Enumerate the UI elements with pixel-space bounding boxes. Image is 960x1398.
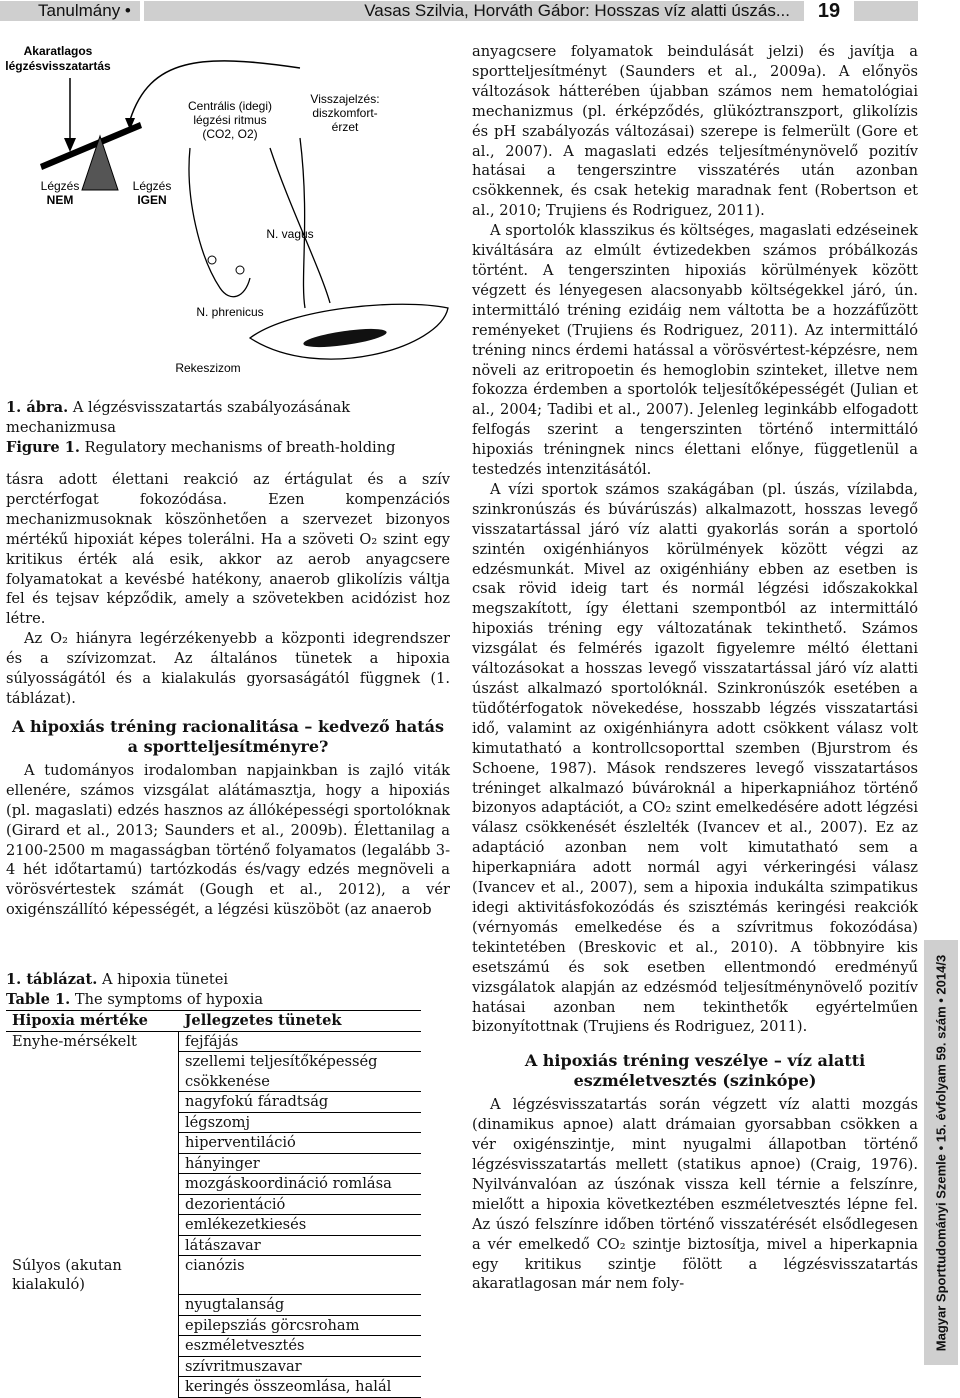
severity-cell — [6, 1174, 179, 1195]
symptom-cell: szellemi teljesítőképesség csökkenése — [179, 1052, 422, 1092]
nerve-node — [208, 256, 216, 264]
journal-sidebar — [924, 940, 958, 1365]
table-row — [6, 1256, 421, 1295]
table-row — [6, 1092, 421, 1113]
label-phrenicus: N. phrenicus — [196, 305, 264, 319]
fig-num-hu: 1. ábra. — [6, 399, 69, 416]
section-heading: A hipoxiás tréning racionalitása – kedvező hatás a sportteljesítményre? — [12, 716, 444, 756]
table-row — [6, 1356, 421, 1377]
label-central-3: (CO2, O2) — [202, 127, 258, 141]
fig-caption-en: Regulatory mechanisms of breath-holding — [84, 438, 396, 456]
severity-cell — [6, 1194, 179, 1215]
nerve-node — [236, 266, 244, 274]
table-row — [6, 1133, 421, 1154]
symptom-cell: keringés összeomlása, halál — [179, 1377, 422, 1398]
label-feedback-1: Visszajelzés: — [310, 92, 380, 106]
table-row — [6, 1215, 421, 1236]
figure-caption — [6, 398, 450, 458]
journal-name: Magyar Sporttudományi Szemle • 15. évfolyam 59. szám • 2014/3 — [933, 954, 949, 1351]
table-header: Jellegzetes tünetek — [179, 1011, 422, 1032]
label-breath-hold-line1: Akaratlagos — [23, 44, 93, 58]
paragraph: A légzésvisszatartás során végzett víz alatti mozgás (dinamikus apnoe) alatt drámaian gyorsabban csökken a vér oxigénszintje, mint nyugalmi állapotban történő légzésvisszatartás mellett (statikus apnoe) (Craig, 1976). Nyilvánvalóan az úszónak vissza kell térnie a felszínre, mielőtt a hipoxia következtében eszméletvesztés lépne fel. Az úszó felszínre időben történő visszatérését elsődlegesen a vér emelkedő CO₂ szintje biztosítja, mivel a hiperkapnia egy kritikus szintje fölött a légzésvisszatartás akaratlagosan már nem foly- — [472, 1096, 918, 1293]
symptom-cell: epilepsziás görcsroham — [179, 1315, 422, 1336]
symptom-cell: légszomj — [179, 1112, 422, 1133]
paragraph: anyagcsere folyamatok beindulását jelzi) és javítja a sportteljesítményt (Saunders et al., 2009a). A előnyös változások hátterében újabban számos nem hematológiai mechanizmus (pl. érképződés, glükóztranszport, glikolízis és pH szabályozás változásai) szerepe is felmerült (Gore et al., 2007). A magaslati edzés teljesítménynövelő pozitív hatásai a tengerszintre visszatérés után azonban csökkennek, és csak hetekig maradnak fent (Robertson et al., 2010; Trujiens és Rodriguez, 2011). — [472, 43, 918, 220]
severity-cell: Enyhe-mérsékelt — [12, 1032, 137, 1050]
severity-cell — [6, 1295, 179, 1316]
paragraph: tásra adott élettani reakció az értágulat és a szív perctérfogat fokozódása. Ezen kompenzációs mechanizmusoknak köszönhetően a szervezet bizonyos mértékű hipoxiát képes tolerálni. Ha a szöveti O₂ szint egy kritikus érték alá esik, akkor az aerob anyagcsere folyamatokat a kevésbé hatékony, anaerob glikolízis váltja fel és tejsav képződik, amely a szövetekben acidózist hoz létre. — [6, 471, 450, 628]
table-caption-hu: A hipoxia tünetei — [101, 971, 229, 988]
breath-hold-diagram — [0, 38, 455, 383]
symptoms-table — [6, 1010, 421, 1398]
severity-cell — [6, 1133, 179, 1154]
header-section: Tanulmány • — [0, 1, 140, 21]
table-row — [6, 1153, 421, 1174]
symptom-cell: eszméletvesztés — [179, 1336, 422, 1357]
label-no-breath-2: NEM — [46, 193, 74, 207]
severity-cell: Súlyos (akutan kialakuló) — [12, 1256, 122, 1293]
header-bar-end — [854, 1, 918, 21]
table-row — [6, 1235, 421, 1256]
table-num-en: Table 1. — [6, 990, 71, 1008]
paragraph: A vízi sportok számos szakágában (pl. úszás, vízilabda, szinkronúszás és búvárúszás) alkalmazott, hosszas levegő visszatartással járó víz alatti gyakorlás során a sportoló szintén oxigénhiányos körülmények között végzi az edzésmunkát. Mivel az oxigénhiány ebben az esetben is csak rövid ideig tart és normál légzési időszakokkal megszakított, így élettani szempontból az intermittáló hipoxiás tréning egy változatának tekinthető. Számos vizsgálat és felmérés igazolt figyelemre méltó élettani változásokat a hosszas levegő visszatartással járó víz alatti úszást alkalmazó sportolóknál. Szinkronúszók esetében a tüdőtérfogatok növekedése, hosszabb légzés visszatartási idő, valamint az oxigénhiányra adott csökkent válasz volt kimutatható a kontrollcsoporttal szemben (Bjurstrom és Schoene, 1987). Mások rendszeres levegő visszatartásos tréninget alkalmazó búvároknál a hiperkapniához történő bizonyos adaptációt, a CO₂ szint emelkedésére adott légzési válasz csökkenését észlelték (Ivancev et al., 2007). Ez az adaptáció azonban nem volt kimutatható sem a hiperkapniára adott normál agyi vérkeringési válasz (Ivancev et al., 2007), sem a hipoxia indukálta szimpatikus idegi aktivitásfokozódás és szisztémás keringési reakciók (vérnyomás emelkedése és a szívritmus fokozódása) tekintetében (Breskovic et al., 2010). A többnyire kis esetszámú és sok esetben ellentmondó eredményű vizsgálatok alapján az edzésmód teljesítménynövelő pozitív hatásai azonban nem tekinthetők egyértelműen bizonyítottnak (Trujiens és Rodriguez, 2011). — [472, 480, 918, 1036]
label-breath-hold-line2: légzésvisszatartás — [5, 59, 111, 73]
symptom-cell: hányinger — [179, 1153, 422, 1174]
label-central-2: légzési ritmus — [193, 113, 267, 127]
right-column — [472, 42, 918, 1294]
label-yes-breath-1: Légzés — [132, 179, 172, 193]
table-header: Hipoxia mértéke — [6, 1011, 179, 1032]
label-no-breath-1: Légzés — [40, 179, 80, 193]
severity-cell — [6, 1052, 179, 1092]
table-row — [6, 1052, 421, 1092]
severity-cell — [6, 1153, 179, 1174]
symptom-cell: emlékezetkiesés — [179, 1215, 422, 1236]
table-row — [6, 1377, 421, 1398]
table-num-hu: 1. táblázat. — [6, 971, 98, 988]
symptom-cell: dezorientáció — [179, 1194, 422, 1215]
label-diaphragm: Rekeszizom — [175, 361, 241, 375]
table-row — [6, 1031, 421, 1052]
label-central-1: Centrális (idegi) — [187, 99, 273, 113]
severity-cell — [6, 1336, 179, 1357]
severity-cell — [6, 1235, 179, 1256]
section-heading: A hipoxiás tréning veszélye – víz alatti eszméletvesztés (szinkópe) — [524, 1051, 866, 1091]
severity-cell — [6, 1315, 179, 1336]
severity-cell — [6, 1377, 179, 1398]
symptom-cell: cianózis — [179, 1256, 422, 1295]
page-header — [0, 0, 918, 22]
fig-num-en: Figure 1. — [6, 438, 81, 456]
paragraph: A sportolók klasszikus és költséges, magaslati edzéseinek kiváltására az elmúlt évtizedekben számos próbálkozás történt. A tengerszinten hipoxiás körülmények között végzett és lényegesen alacsonyabb költségekkel járó, ún. intermittáló tréning ezidáig nem váltotta be a hozzáfűzött reményeket (Trujiens és Rodriguez, 2011). Az intermittáló tréning nincs érdemi hatással a vörösvértest-képzésre, nem növeli az eritropoetin és hemoglobin szinteket, illetve nem fokozza érdemben a sportolók teljesítőképességét (Julian et al., 2004; Tadibi et al., 2007). Jelenleg leginkább elfogadott felfogás szerint a tengerszinten történő intermittáló hipoxiás tréningnek nincs élettani előnye, függetlenül a testedzés intenzitásától. — [472, 222, 918, 479]
table-row — [6, 1295, 421, 1316]
label-feedback-2: diszkomfort- — [312, 106, 378, 120]
table-caption-en: The symptoms of hypoxia — [74, 990, 264, 1008]
table-row — [6, 1174, 421, 1195]
table-row — [6, 1112, 421, 1133]
table-row — [6, 1194, 421, 1215]
header-authors: Vasas Szilvia, Horváth Gábor: Hosszas víz alatti úszás... — [144, 1, 804, 21]
symptom-cell: látászavar — [179, 1235, 422, 1256]
paragraph: Az O₂ hiányra legérzékenyebb a központi idegrendszer és a szívizomzat. Az általános tünetek a hipoxia súlyosságától és a kialakulás gyorsaságától függnek (1. táblázat). — [6, 630, 450, 707]
left-column — [6, 470, 450, 920]
severity-cell — [6, 1112, 179, 1133]
table-row — [6, 1315, 421, 1336]
table-row — [6, 1336, 421, 1357]
fig-caption-hu: A légzésvisszatartás szabályozásának mechanizmusa — [6, 399, 351, 436]
symptom-cell: hiperventiláció — [179, 1133, 422, 1154]
symptom-cell: mozgáskoordináció romlása — [179, 1174, 422, 1195]
page-number: 19 — [817, 0, 841, 22]
severity-cell — [6, 1215, 179, 1236]
severity-cell — [6, 1356, 179, 1377]
label-feedback-3: érzet — [331, 120, 359, 134]
table-body — [6, 1031, 421, 1397]
paragraph: A tudományos irodalomban napjainkban is zajló viták ellenére, számos vizsgálat alátámasztja, hogy a hipoxiás (pl. magaslati) edzés hasznos az állóképességi sportolóknak (Girard et al., 2013; Saunders et al., 2009b). Élettanilag a 2100-2500 m magasságban történő folyamatos (legalább 3-4 hét időtartamú) tartózkodás és/vagy edzés megnöveli a vörösvértestek számát (Gough et al., 2012), a vér oxigénszállító képességét, a légzési küszöböt (az anaerob — [6, 761, 450, 919]
symptom-cell: fejfájás — [179, 1031, 422, 1052]
nerve-vagus-path — [270, 148, 330, 303]
nerve-branch — [300, 138, 305, 308]
label-yes-breath-2: IGEN — [137, 193, 167, 207]
symptom-cell: szívritmuszavar — [179, 1356, 422, 1377]
severity-cell — [6, 1092, 179, 1113]
symptom-cell: nyugtalanság — [179, 1295, 422, 1316]
label-vagus: N. vagus — [266, 227, 314, 241]
table-caption — [6, 970, 450, 1009]
symptom-cell: nagyfokú fáradtság — [179, 1092, 422, 1113]
